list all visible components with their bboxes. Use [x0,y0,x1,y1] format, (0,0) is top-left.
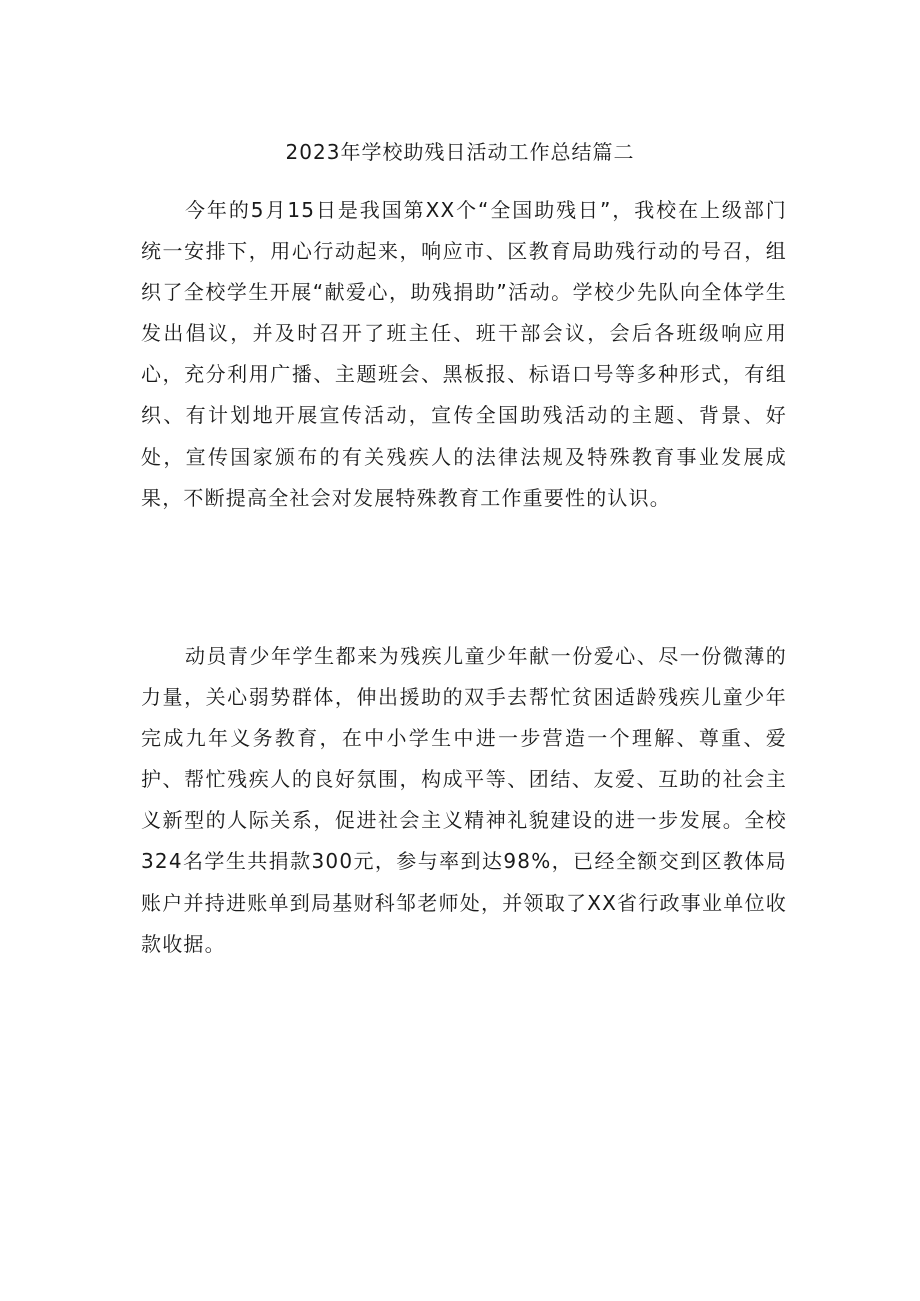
paragraph-2: 动员青少年学生都来为残疾儿童少年献一份爱心、尽一份微薄的力量，关心弱势群体，伸出援助的双手去帮忙贫困适龄残疾儿童少年完成九年义务教育，在中小学生中进一步营造一个理解、尊重、爱护、帮忙残疾人的良好氛围，构成平等、团结、友爱、互助的社会主义新型的人际关系，促进社会主义精神礼貌建设的进一步发展。全校324名学生共捐款300元，参与率到达98%，已经全额交到区教体局账户并持进账单到局基财科邹老师处，并领取了XX省行政事业单位收款收据。 [141,644,787,956]
paragraph-1: 今年的5月15日是我国第XX个“全国助残日”，我校在上级部门统一安排下，用心行动起来，响应市、区教育局助残行动的号召，组织了全校学生开展“献爱心，助残捐助”活动。学校少先队向全体学生发出倡议，并及时召开了班主任、班干部会议，会后各班级响应用心，充分利用广播、主题班会、黑板报、标语口号等多种形式，有组织、有计划地开展宣传活动，宣传全国助残活动的主题、背景、好处，宣传国家颁布的有关残疾人的法律法规及特殊教育事业发展成果，不断提高全社会对发展特殊教育工作重要性的认识。 [141,198,787,510]
document-title: 2023年学校助残日活动工作总结篇二 [285,140,635,164]
